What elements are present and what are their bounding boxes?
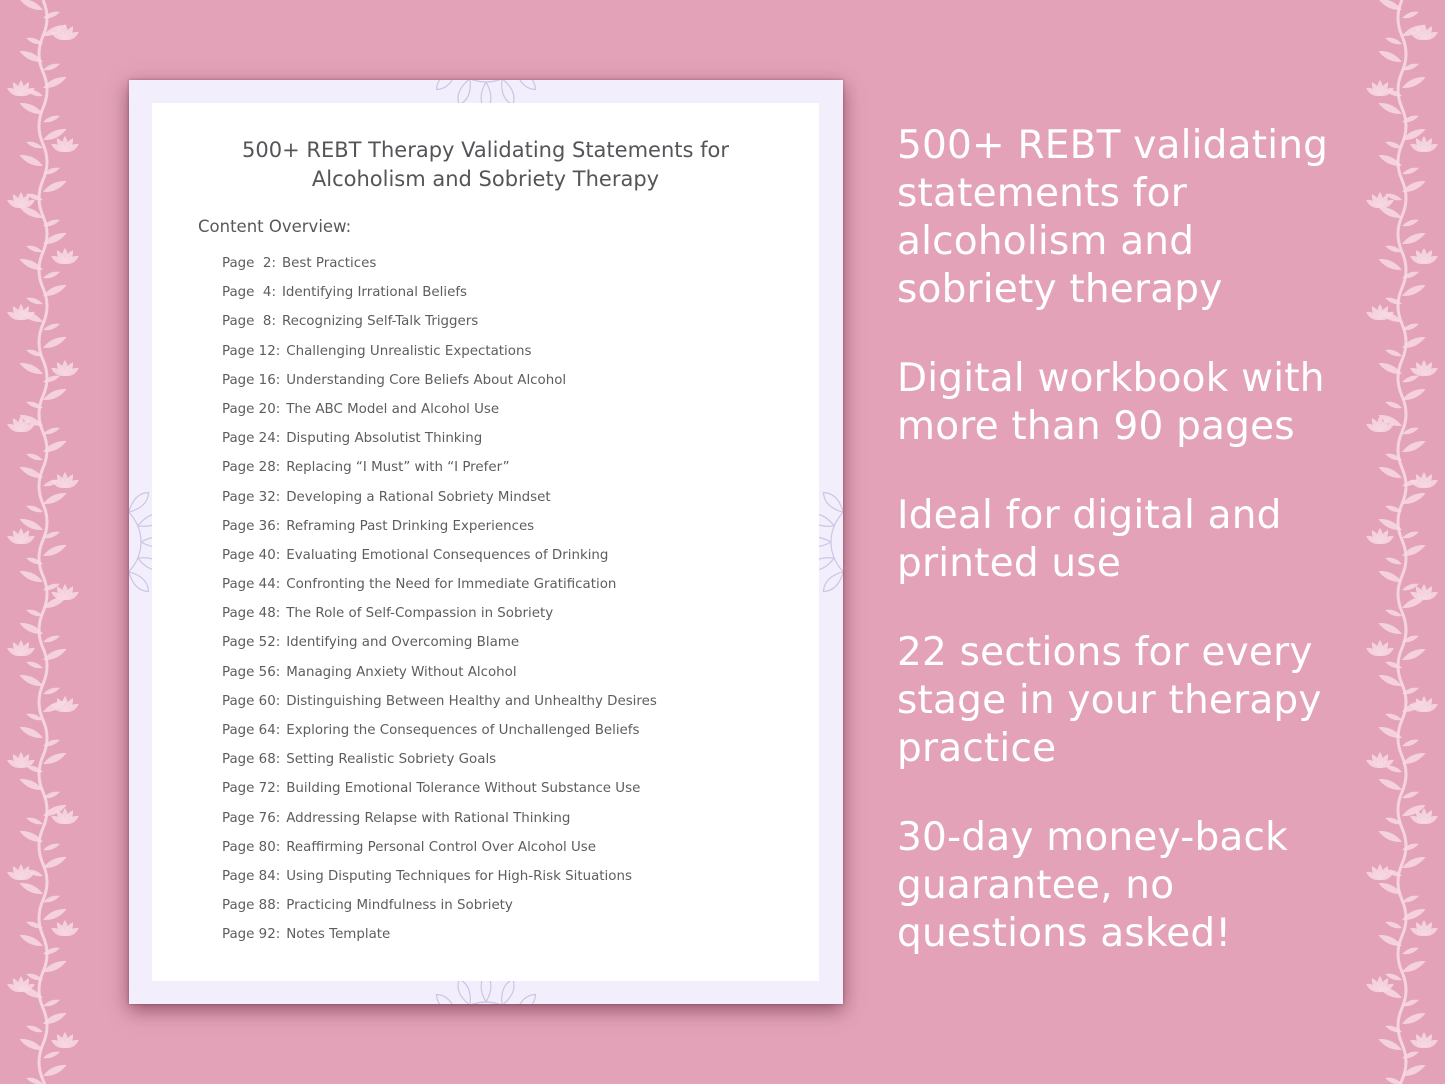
toc-page-number: Page 60: [222,693,281,709]
floral-vine-right-icon [1359,0,1445,1084]
toc-item [222,399,657,428]
toc-page-number: Page 4: [222,285,276,301]
toc-page-number: Page 16: [222,372,281,388]
toc-section-title: Identifying and Overcoming Blame [286,635,520,651]
toc-item [222,895,657,924]
toc-section-title: Confronting the Need for Immediate Gratification [286,577,617,593]
toc-item [222,516,657,545]
toc-section-title: Disputing Absolutist Thinking [286,431,483,447]
toc-section-title: Developing a Rational Sobriety Mindset [286,489,551,505]
toc-section-title: Notes Template [286,927,391,943]
document-title-line-1: 500+ REBT Therapy Validating Statements for [242,138,729,162]
toc-item [222,691,657,720]
toc-item [222,778,657,807]
toc-item [222,282,657,311]
toc-page-number: Page 64: [222,723,281,738]
toc-section-title: Identifying Irrational Beliefs [281,285,468,301]
toc-section-title: Using Disputing Techniques for High-Risk Situations [286,868,632,884]
feature-item: Ideal for digital and printed use [897,493,1282,586]
toc-item [222,924,657,953]
toc-item [222,311,657,340]
toc-item [222,457,657,486]
toc-section-title: Managing Anxiety Without Alcohol [286,664,517,680]
toc-item [222,487,657,516]
toc-page-number: Page 36: [222,518,281,534]
toc-page-number: Page 32: [222,489,281,505]
toc-item [222,603,657,632]
toc-item [222,749,657,778]
toc-page-number: Page 92: [222,927,281,943]
toc-section-title: Distinguishing Between Healthy and Unhealthy Desires [286,693,657,709]
toc-item [222,808,657,837]
toc-page-number: Page 88: [222,898,281,914]
toc-page-number: Page 40: [222,547,281,563]
toc-section-title: Best Practices [281,256,377,271]
workbook-page-content [152,103,819,981]
toc-item [222,253,657,282]
toc-item [222,545,657,574]
toc-page-number: Page 56: [222,664,281,680]
toc-page-number: Page 48: [222,606,281,622]
table-of-contents [222,253,657,954]
toc-section-title: Setting Realistic Sobriety Goals [286,752,497,768]
toc-item [222,632,657,661]
workbook-page-preview [129,80,843,1004]
feature-list [897,122,1337,999]
toc-page-number: Page 68: [222,752,281,768]
toc-section-title: Addressing Relapse with Rational Thinking [286,810,571,826]
toc-item [222,837,657,866]
toc-section-title: The Role of Self-Compassion in Sobriety [286,606,554,622]
toc-section-title: The ABC Model and Alcohol Use [286,401,500,417]
toc-section-title: Reaffirming Personal Control Over Alcohol Use [286,839,597,855]
toc-section-title: Challenging Unrealistic Expectations [286,343,532,359]
toc-item [222,370,657,399]
toc-page-number: Page 2: [222,256,276,271]
toc-item [222,574,657,603]
toc-section-title: Evaluating Emotional Consequences of Drinking [286,547,609,563]
toc-page-number: Page 84: [222,868,281,884]
feature-item: 22 sections for every stage in your therapy practice [897,630,1322,771]
document-title-line-2: Alcoholism and Sobriety Therapy [311,167,660,191]
toc-page-number: Page 12: [222,343,281,359]
toc-page-number: Page 44: [222,577,281,593]
toc-page-number: Page 80: [222,839,281,855]
toc-section-title: Practicing Mindfulness in Sobriety [286,898,513,914]
toc-item [222,720,657,749]
toc-item [222,866,657,895]
feature-item: Digital workbook with more than 90 pages [897,356,1325,449]
toc-item [222,341,657,370]
document-title [152,136,819,194]
toc-page-number: Page 20: [222,401,281,417]
toc-section-title: Building Emotional Tolerance Without Substance Use [286,781,641,797]
floral-vine-left-icon [0,0,86,1084]
toc-item [222,662,657,691]
toc-page-number: Page 76: [222,810,281,826]
feature-item: 30-day money-back guarantee, no questions asked! [897,815,1288,956]
toc-section-title: Recognizing Self-Talk Triggers [281,314,479,330]
toc-page-number: Page 52: [222,635,281,651]
content-overview-label: Content Overview: [198,217,352,236]
toc-section-title: Understanding Core Beliefs About Alcohol [286,372,567,388]
toc-page-number: Page 28: [222,460,281,476]
feature-item: 500+ REBT validating statements for alcoholism and sobriety therapy [897,123,1329,312]
toc-page-number: Page 8: [222,314,276,330]
toc-page-number: Page 24: [222,431,281,447]
toc-page-number: Page 72: [222,781,281,797]
toc-section-title: Reframing Past Drinking Experiences [286,518,535,534]
toc-section-title: Replacing “I Must” with “I Prefer” [286,460,510,476]
toc-section-title: Exploring the Consequences of Unchallenged Beliefs [286,723,640,738]
toc-item [222,428,657,457]
